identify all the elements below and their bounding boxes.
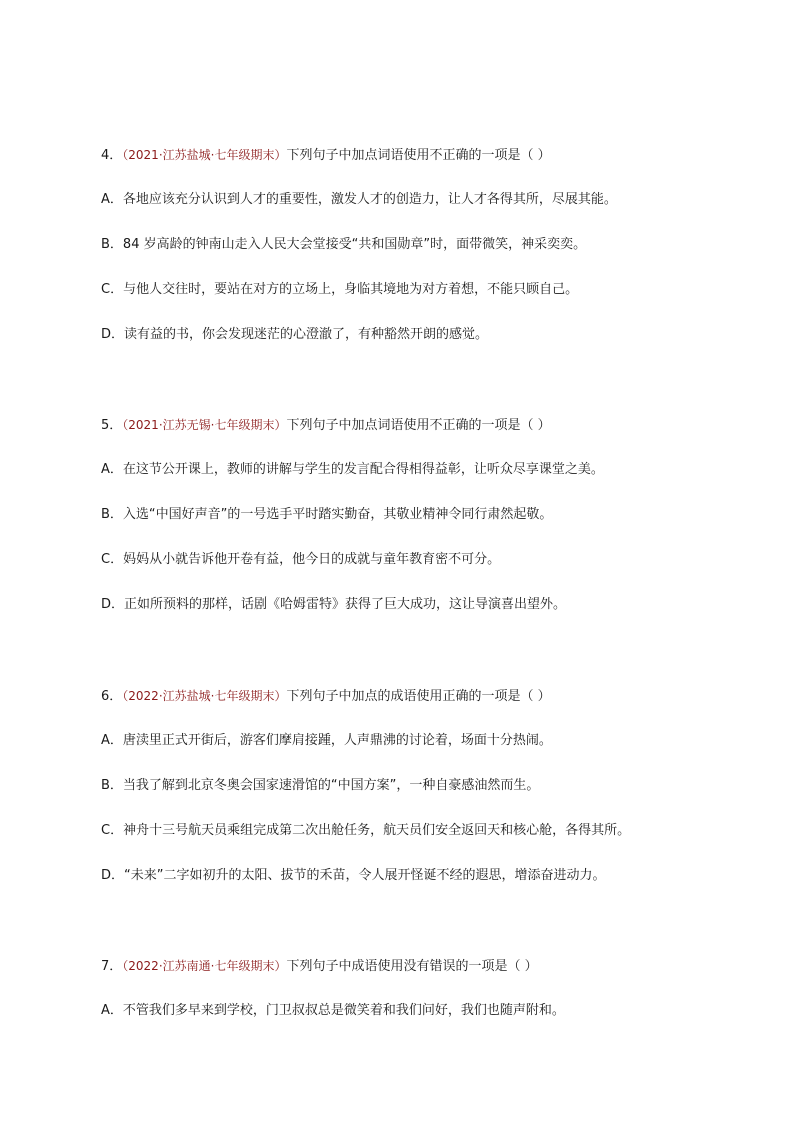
question-stem: [101, 144, 701, 166]
question-text: 下列句子中加点词语使用不正确的一项是（ ）: [286, 148, 551, 163]
question-stem: [101, 955, 701, 977]
option-a: A．各地应该充分认识到人才的重要性，激发人才的创造力，让人才各得其所，尽展其能。: [101, 192, 617, 207]
option-c: C．神舟十三号航天员乘组完成第二次出舱任务，航天员们安全返回天和核心舱，各得其所。: [101, 823, 631, 838]
question-source: （2022·江苏南通·七年级期末）: [122, 959, 287, 973]
option-c: C．与他人交往时，要站在对方的立场上，身临其境地为对方着想，不能只顾自己。: [101, 282, 579, 297]
option-b: B．84 岁高龄的钟南山走入人民大会堂接受“共和国勋章”时，面带微笑，神采奕奕。: [101, 237, 587, 252]
option-a: A．不管我们多早来到学校，门卫叔叔总是微笑着和我们问好，我们也随声附和。: [101, 1003, 565, 1018]
question-7: [101, 955, 701, 1035]
question-6: [101, 685, 701, 900]
question-number: 6．: [101, 689, 123, 704]
option-b: B．当我了解到北京冬奥会国家速滑馆的“中国方案”，一种自豪感油然而生。: [101, 778, 540, 793]
question-number: 4．: [101, 148, 123, 163]
question-text: 下列句子中加点词语使用不正确的一项是（ ）: [286, 418, 551, 433]
option-d: D．“未来”二字如初升的太阳、拔节的禾苗，令人展开怪诞不经的遐思，增添奋进动力。: [101, 868, 606, 883]
question-5: [101, 414, 701, 629]
question-stem: [101, 414, 701, 436]
question-source: （2021·江苏盐城·七年级期末）: [122, 148, 287, 162]
question-text: 下列句子中成语使用没有错误的一项是（ ）: [286, 959, 538, 974]
option-a: A．在这节公开课上，教师的讲解与学生的发言配合得相得益彰，让听众尽享课堂之美。: [101, 462, 604, 477]
option-b: B．入选“中国好声音”的一号选手平时踏实勤奋，其敬业精神令同行肃然起敬。: [101, 507, 553, 522]
question-4: [101, 144, 701, 359]
question-stem: [101, 685, 701, 707]
question-number: 7．: [101, 959, 123, 974]
question-source: （2021·江苏无锡·七年级期末）: [122, 418, 287, 432]
question-source: （2022·江苏盐城·七年级期末）: [122, 689, 287, 703]
option-d: D．读有益的书，你会发现迷茫的心澄澈了，有种豁然开朗的感觉。: [101, 327, 489, 342]
question-number: 5．: [101, 418, 123, 433]
option-c: C．妈妈从小就告诉他开卷有益，他今日的成就与童年教育密不可分。: [101, 552, 501, 567]
question-text: 下列句子中加点的成语使用正确的一项是（ ）: [286, 689, 551, 704]
option-d: D．正如所预料的那样，话剧《哈姆雷特》获得了巨大成功，这让导演喜出望外。: [101, 597, 567, 612]
option-a: A．唐渎里正式开街后，游客们摩肩接踵，人声鼎沸的讨论着，场面十分热闹。: [101, 733, 552, 748]
